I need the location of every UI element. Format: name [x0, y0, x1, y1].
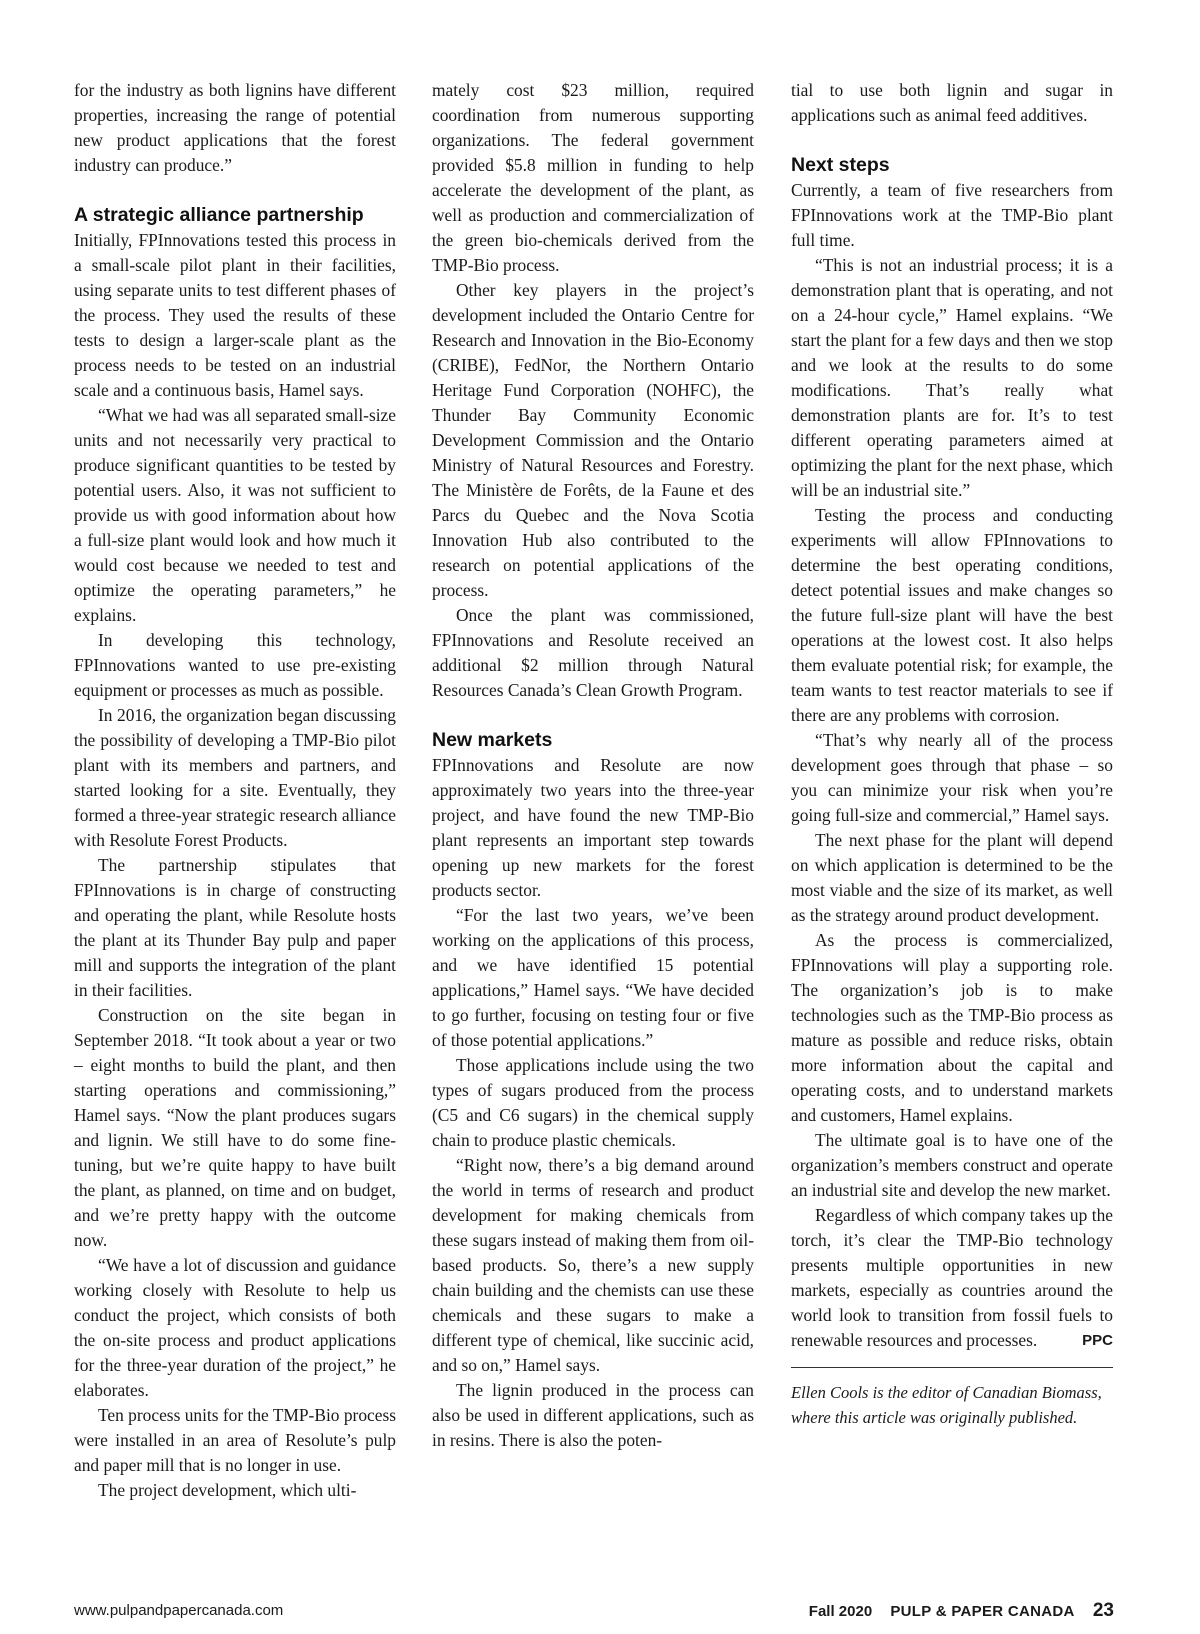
- paragraph-text: for the industry as both lignins have different properties, increasing the range of potential new product applications that the forest industry can produce.”: [74, 80, 396, 175]
- paragraph-text: “This is not an industrial process; it is a demonstration plant that is operating, and not on a 24-hour cycle,” Hamel explains. “We start the plant for a few days and then we stop and we look at the results to do some modifications. That’s really what demonstration plants are for. It’s to test different operating parameters aimed at optimizing the plant for the next phase, which will be an industrial site.”: [791, 255, 1113, 500]
- paragraph: [432, 1153, 754, 1378]
- paragraph: [791, 503, 1113, 728]
- paragraph: [74, 703, 396, 853]
- paragraph-text: Currently, a team of five researchers from FPInnovations work at the TMP-Bio plant full time.: [791, 180, 1113, 250]
- paragraph: [432, 1378, 754, 1453]
- issue-date: Fall 2020: [808, 1603, 873, 1620]
- paragraph: [432, 753, 754, 903]
- paragraph-text: “What we had was all separated small-size units and not necessarily very practical to produce significant quantities to be tested by potential users. Also, it was not sufficient to provide us with good information about how a full-size plant would look and how much it would cost because we needed to test and optimize the operating parameters,” he explains.: [74, 405, 396, 625]
- paragraph-text: tial to use both lignin and sugar in applications such as animal feed additives.: [791, 80, 1113, 125]
- page-number: 23: [1092, 1600, 1114, 1621]
- paragraph-text: The next phase for the plant will depend on which application is determined to be the most viable and the size of its market, as well as the strategy around product development.: [791, 830, 1113, 925]
- paragraph-text: In developing this technology, FPInnovations wanted to use pre-existing equipment or processes as much as possible.: [74, 630, 396, 700]
- paragraph-text: “That’s why nearly all of the process development goes through that phase – so you can minimize your risk when you’re going full-size and commercial,” Hamel says.: [791, 730, 1113, 825]
- paragraph-text: “For the last two years, we’ve been working on the applications of this process, and we have identified 15 potential applications,” Hamel says. “We have decided to go further, focusing on testing four or five of those potential applications.”: [432, 905, 754, 1050]
- paragraph: [791, 1128, 1113, 1203]
- paragraph: [432, 903, 754, 1053]
- paragraph: [74, 228, 396, 403]
- article-column-1: [74, 78, 396, 1503]
- paragraph: [74, 1478, 396, 1503]
- paragraph-text: Regardless of which company takes up the torch, it’s clear the TMP-Bio technology presents multiple opportunities in new markets, especially as countries around the world look to transition from fossil fuels to renewable resources and processes.: [791, 1205, 1113, 1350]
- paragraph: [432, 278, 754, 603]
- paragraph: [74, 1003, 396, 1253]
- paragraph-text: Construction on the site began in September 2018. “It took about a year or two – eight months to build the plant, and then starting operations and commissioning,” Hamel says. “Now the plant produces sugars and lignin. We still have to do some fine-tuning, but we’re quite happy to have built the plant, as planned, on time and on budget, and we’re pretty happy with the outcome now.: [74, 1005, 396, 1250]
- section-heading: [791, 153, 1113, 178]
- author-credit: Ellen Cools is the editor of Canadian Biomass, where this article was originally published.: [791, 1383, 1102, 1427]
- paragraph: [791, 928, 1113, 1128]
- paragraph: [791, 1203, 1113, 1353]
- divider: [791, 1367, 1113, 1368]
- paragraph: [74, 1403, 396, 1478]
- paragraph-text: The project development, which ulti-: [98, 1480, 357, 1500]
- end-mark: PPC: [1082, 1332, 1113, 1349]
- paragraph: [432, 1053, 754, 1153]
- magazine-name: PULP & PAPER CANADA: [890, 1603, 1075, 1620]
- paragraph-text: The lignin produced in the process can also be used in different applications, such as in resins. There is also the poten-: [432, 1380, 754, 1450]
- paragraph: [791, 828, 1113, 928]
- paragraph-text: FPInnovations and Resolute are now approximately two years into the three-year project, and have found the new TMP-Bio plant represents an important step towards opening up new markets for the forest products sector.: [432, 755, 754, 900]
- folio: [809, 1600, 1114, 1623]
- section-heading: [432, 728, 754, 753]
- page-footer: [74, 1600, 1114, 1622]
- paragraph-text: In 2016, the organization began discussing the possibility of developing a TMP-Bio pilot plant with its members and partners, and started looking for a site. Eventually, they formed a three-year strategic research alliance with Resolute Forest Products.: [74, 705, 396, 850]
- paragraph-text: mately cost $23 million, required coordination from numerous supporting organizations. The federal government provided $5.8 million in funding to help accelerate the development of the plant, as well as production and commercialization of the green bio-chemicals derived from the TMP-Bio process.: [432, 80, 754, 275]
- paragraph: [791, 78, 1113, 128]
- paragraph: [74, 628, 396, 703]
- paragraph: [74, 1253, 396, 1403]
- paragraph-text: Testing the process and conducting experiments will allow FPInnovations to determine the best operating conditions, detect potential issues and make changes so the future full-size plant will have the best operations at the lowest cost. It also helps them evaluate potential risk; for example, the team wants to test reactor materials to see if there are any problems with corrosion.: [791, 505, 1113, 725]
- paragraph-text: “Right now, there’s a big demand around the world in terms of research and product development for making chemicals from these sugars instead of making them from oil-based products. So, there’s a new supply chain building and the chemists can use these chemicals and these sugars to make a different type of chemical, like succinic acid, and so on,” Hamel says.: [432, 1155, 754, 1375]
- paragraph-text: As the process is commercialized, FPInnovations will play a supporting role. The organization’s job is to make technologies such as the TMP-Bio process as mature as possible and reduce risks, obtain more information about the capital and operating costs, and to understand markets and customers, Hamel explains.: [791, 930, 1113, 1125]
- paragraph: [74, 78, 396, 178]
- paragraph: [791, 253, 1113, 503]
- paragraph: [74, 403, 396, 628]
- paragraph-text: Once the plant was commissioned, FPInnovations and Resolute received an additional $2 million through Natural Resources Canada’s Clean Growth Program.: [432, 605, 754, 700]
- paragraph-text: Other key players in the project’s development included the Ontario Centre for Research and Innovation in the Bio-Economy (CRIBE), FedNor, the Northern Ontario Heritage Fund Corporation (NOHFC), the Thunder Bay Community Economic Development Commission and the Ontario Ministry of Natural Resources and Forestry. The Ministère de Forêts, de la Faune et des Parcs du Quebec and the Nova Scotia Innovation Hub also contributed to the research on potential applications of the process.: [432, 280, 754, 600]
- paragraph: [432, 78, 754, 278]
- paragraph: [791, 728, 1113, 828]
- website-url[interactable]: www.pulpandpapercanada.com: [74, 1602, 284, 1619]
- heading-text: Next steps: [791, 154, 890, 176]
- paragraph-text: Ten process units for the TMP-Bio process were installed in an area of Resolute’s pulp and paper mill that is no longer in use.: [74, 1405, 396, 1475]
- paragraph-text: “We have a lot of discussion and guidance working closely with Resolute to help us conduct the project, which consists of both the on-site process and product applications for the three-year duration of the project,” he elaborates.: [74, 1255, 396, 1400]
- heading-text: New markets: [432, 729, 553, 751]
- paragraph-text: Initially, FPInnovations tested this process in a small-scale pilot plant in their facilities, using separate units to test different phases of the process. They used the results of these tests to design a larger-scale plant as the process needs to be tested on an industrial scale and a continuous basis, Hamel says.: [74, 230, 396, 400]
- paragraph-text: Those applications include using the two types of sugars produced from the process (C5 and C6 sugars) in the chemical supply chain to produce plastic chemicals.: [432, 1055, 754, 1150]
- paragraph-text: The ultimate goal is to have one of the organization’s members construct and operate an industrial site and develop the new market.: [791, 1130, 1113, 1200]
- article-column-2: [432, 78, 754, 1453]
- heading-text: A strategic alliance partnership: [74, 204, 364, 226]
- section-heading: [74, 203, 396, 228]
- paragraph: [432, 603, 754, 703]
- article-column-3: [791, 78, 1113, 1430]
- paragraph-text: The partnership stipulates that FPInnovations is in charge of constructing and operating the plant, while Resolute hosts the plant at its Thunder Bay pulp and paper mill and supports the integration of the plant in their facilities.: [74, 855, 396, 1000]
- paragraph: [74, 853, 396, 1003]
- paragraph: [791, 178, 1113, 253]
